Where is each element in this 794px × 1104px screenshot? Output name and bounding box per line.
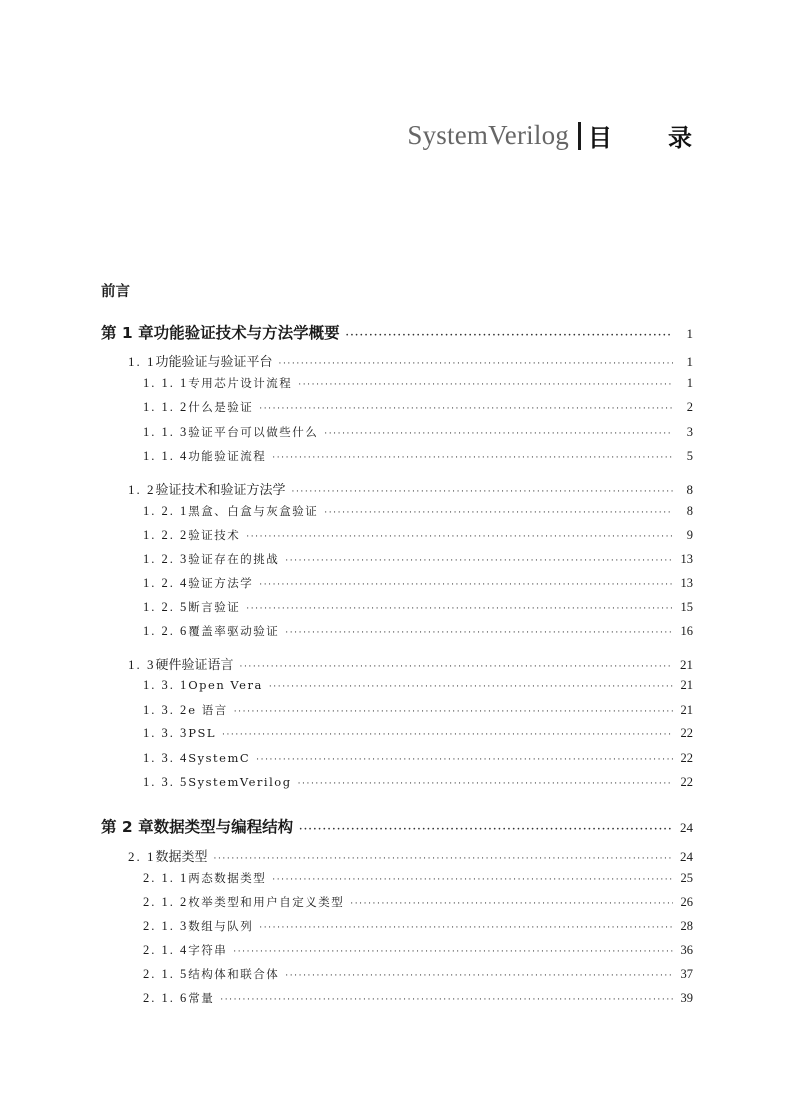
dot-leader (259, 580, 673, 590)
dot-leader (299, 825, 673, 835)
subsection-number: 1. 2. 5 (143, 600, 189, 614)
page-number: 22 (680, 751, 693, 765)
subsection-title: 断言验证 (188, 600, 241, 614)
subsection-number: 1. 2. 2 (143, 528, 189, 542)
subsection-number: 2. 1. 5 (143, 967, 189, 981)
toc-subsection-1-2-1[interactable] (143, 503, 693, 519)
page-number: 2 (686, 400, 693, 414)
dot-leader (240, 662, 673, 672)
subsection-number: 1. 1. 1 (143, 376, 189, 390)
subsection-number: 1. 3. 5 (143, 775, 189, 789)
dot-leader (350, 899, 673, 909)
page-title: 目录 (588, 124, 748, 152)
subsection-number: 1. 1. 4 (143, 449, 189, 463)
dot-leader (246, 532, 673, 542)
subsection-title: SystemC (188, 751, 251, 765)
page-number: 21 (680, 678, 693, 692)
dot-leader (214, 854, 673, 864)
toc-subsection-2-1-5[interactable] (143, 966, 693, 982)
subsection-number: 2. 1. 4 (143, 943, 189, 957)
dot-leader (324, 508, 673, 518)
page-number: 13 (680, 552, 693, 566)
page-number: 16 (680, 624, 693, 638)
subsection-number: 1. 3. 2 (143, 703, 189, 717)
subsection-title: 黑盒、白盒与灰盒验证 (188, 504, 319, 518)
toc-subsection-2-1-3[interactable] (143, 918, 693, 934)
page-number: 22 (680, 775, 693, 789)
section-title: 验证技术和验证方法学 (155, 483, 286, 498)
toc-subsection-1-3-4[interactable] (143, 751, 693, 766)
subsection-title: 验证方法学 (188, 576, 254, 590)
dot-leader (234, 707, 673, 717)
dot-leader (246, 604, 673, 614)
subsection-title: 验证存在的挑战 (188, 552, 280, 566)
subsection-number: 2. 1. 2 (143, 895, 189, 909)
toc-subsection-1-1-4[interactable] (143, 448, 693, 464)
subsection-number: 1. 2. 6 (143, 624, 189, 638)
page-number: 8 (686, 482, 693, 497)
toc-subsection-1-1-2[interactable] (143, 399, 693, 415)
subsection-title: 字符串 (188, 943, 228, 957)
section-title: 硬件验证语言 (155, 658, 234, 673)
dot-leader (233, 947, 673, 957)
dot-leader (285, 971, 673, 981)
toc-section-1-2[interactable] (128, 479, 693, 498)
subsection-title: 功能验证流程 (188, 449, 267, 463)
dot-leader (285, 556, 673, 566)
dot-leader (256, 755, 673, 765)
toc-subsection-1-3-5[interactable] (143, 775, 693, 790)
page-number: 15 (680, 600, 693, 614)
dot-leader (285, 628, 673, 638)
toc-section-2-1[interactable] (128, 846, 693, 865)
toc-subsection-1-2-2[interactable] (143, 527, 693, 543)
subsection-number: 1. 2. 4 (143, 576, 189, 590)
dot-leader (324, 429, 673, 439)
page-number: 13 (680, 576, 693, 590)
subsection-number: 1. 1. 2 (143, 400, 189, 414)
dot-leader (259, 404, 673, 414)
page-number: 1 (686, 326, 693, 341)
dot-leader (346, 331, 673, 341)
page-number: 21 (680, 703, 693, 717)
page-number: 25 (680, 871, 693, 885)
toc-subsection-1-2-3[interactable] (143, 551, 693, 567)
subsection-number: 1. 3. 1 (143, 678, 189, 692)
subsection-title: 验证平台可以做些什么 (188, 425, 319, 439)
section-number: 1. 3 (128, 657, 156, 672)
page-number: 26 (680, 895, 693, 909)
page-number: 8 (686, 504, 693, 518)
toc-subsection-1-2-6[interactable] (143, 623, 693, 639)
subsection-title: Open Vera (188, 678, 263, 692)
subsection-title: 常量 (188, 991, 215, 1005)
dot-leader (279, 359, 673, 369)
subsection-number: 1. 1. 3 (143, 425, 189, 439)
page-number: 5 (686, 449, 693, 463)
subsection-number: 2. 1. 6 (143, 991, 189, 1005)
subsection-number: 1. 2. 1 (143, 504, 189, 518)
page-number: 24 (680, 820, 693, 835)
dot-leader (298, 779, 673, 789)
page-number: 28 (680, 919, 693, 933)
page-number: 9 (686, 528, 693, 542)
page-number: 24 (680, 849, 693, 864)
chapter-title: 功能验证技术与方法学概要 (153, 324, 340, 342)
subsection-title: e 语言 (188, 703, 228, 717)
toc-subsection-1-3-1[interactable] (143, 678, 693, 693)
toc-subsection-1-2-4[interactable] (143, 575, 693, 591)
toc-subsection-2-1-6[interactable] (143, 990, 693, 1006)
toc-subsection-1-1-3[interactable] (143, 424, 693, 440)
subsection-number: 1. 3. 3 (143, 726, 189, 740)
toc-subsection-2-1-2[interactable] (143, 894, 693, 910)
subsection-title: SystemVerilog (188, 775, 292, 789)
page-number: 22 (680, 726, 693, 740)
subsection-title: 两态数据类型 (188, 871, 267, 885)
book-brand: SystemVerilog (407, 120, 569, 150)
page-number: 36 (680, 943, 693, 957)
section-number: 2. 1 (128, 849, 156, 864)
subsection-title: 枚举类型和用户自定义类型 (188, 895, 345, 909)
section-number: 1. 2 (128, 482, 156, 497)
toc-subsection-2-1-1[interactable] (143, 870, 693, 886)
header-divider (578, 122, 581, 150)
chapter-title: 数据类型与编程结构 (153, 818, 294, 836)
dot-leader (220, 995, 673, 1005)
subsection-title: 验证技术 (188, 528, 241, 542)
subsection-number: 1. 3. 4 (143, 751, 189, 765)
page-number: 39 (680, 991, 693, 1005)
chapter-number: 第 1 章 (101, 324, 154, 342)
page-header (407, 118, 748, 153)
page-number: 3 (686, 425, 693, 439)
toc-section-1-1[interactable] (128, 351, 693, 370)
dot-leader (269, 682, 673, 692)
subsection-number: 2. 1. 1 (143, 871, 189, 885)
dot-leader (259, 923, 673, 933)
page-number: 1 (686, 376, 693, 390)
toc-subsection-1-3-3[interactable] (143, 726, 693, 741)
toc-subsection-2-1-4[interactable] (143, 942, 693, 958)
page-number: 21 (680, 657, 693, 672)
dot-leader (272, 453, 673, 463)
subsection-title: 数组与队列 (188, 919, 254, 933)
dot-leader (272, 875, 673, 885)
toc-chapter-2[interactable] (101, 815, 693, 837)
dot-leader (298, 380, 673, 390)
dot-leader (222, 730, 673, 740)
subsection-number: 2. 1. 3 (143, 919, 189, 933)
section-title: 功能验证与验证平台 (155, 355, 273, 370)
subsection-title: PSL (188, 726, 217, 740)
section-title: 数据类型 (155, 850, 208, 865)
subsection-title: 专用芯片设计流程 (188, 376, 293, 390)
page-number: 37 (680, 967, 693, 981)
toc-subsection-1-2-5[interactable] (143, 599, 693, 615)
toc-subsection-1-1-1[interactable] (143, 375, 693, 391)
toc-chapter-1[interactable] (101, 321, 693, 343)
toc-subsection-1-3-2[interactable] (143, 702, 693, 718)
toc-preface[interactable]: 前言 (101, 284, 130, 300)
subsection-number: 1. 2. 3 (143, 552, 189, 566)
dot-leader (292, 487, 673, 497)
subsection-title: 什么是验证 (188, 400, 254, 414)
page-number: 1 (686, 354, 693, 369)
subsection-title: 覆盖率驱动验证 (188, 624, 280, 638)
chapter-number: 第 2 章 (101, 818, 154, 836)
subsection-title: 结构体和联合体 (188, 967, 280, 981)
section-number: 1. 1 (128, 354, 156, 369)
toc-section-1-3[interactable] (128, 654, 693, 673)
